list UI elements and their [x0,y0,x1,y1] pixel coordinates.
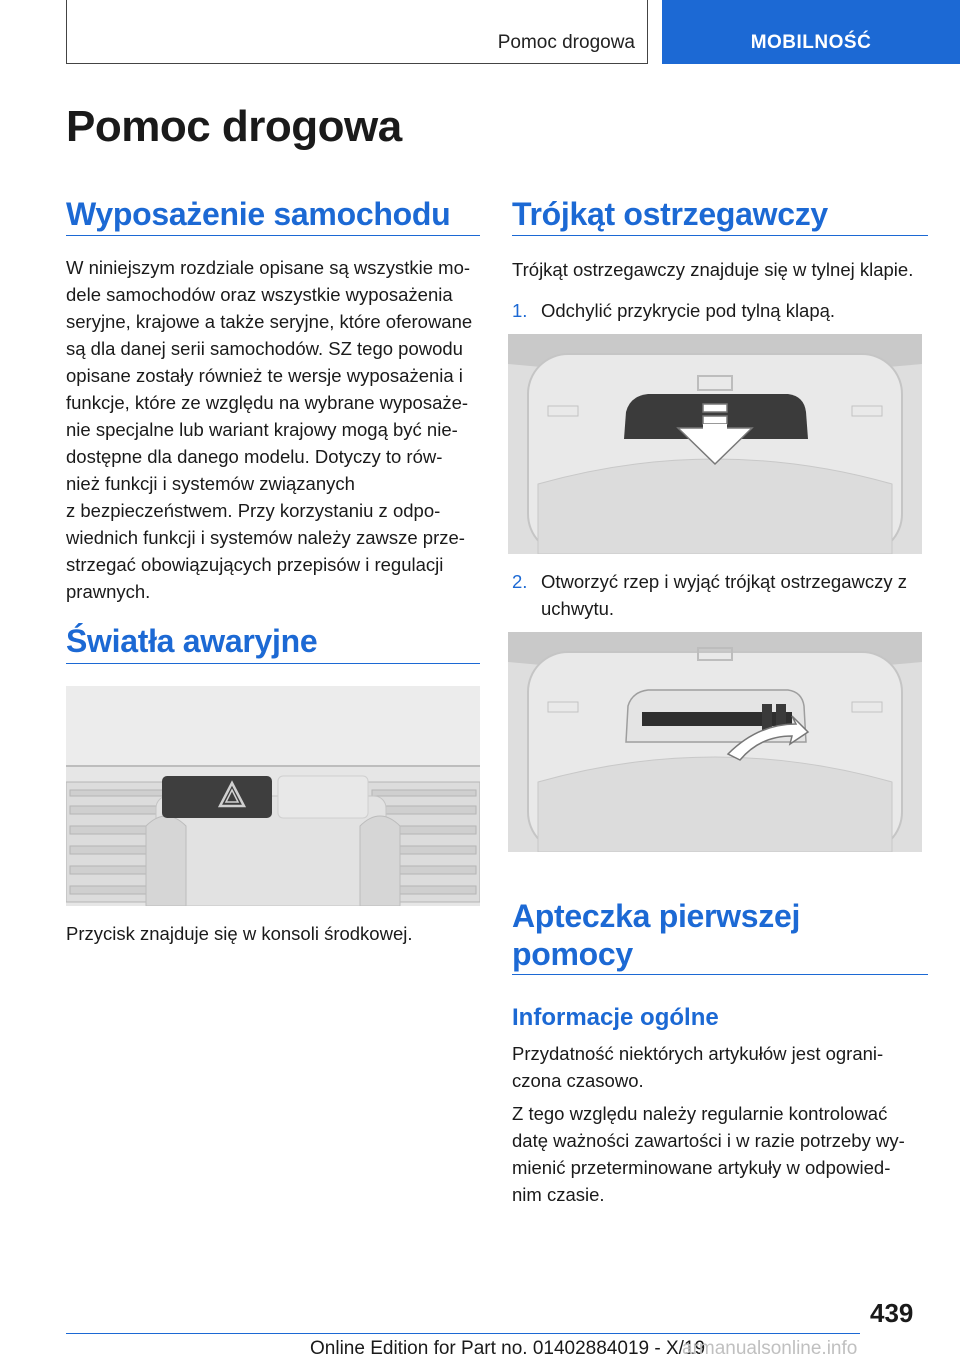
equipment-line: dele samochodów oraz wszystkie wyposażenia [66,284,453,305]
header-chapter-title: MOBILNOŚĆ [750,32,872,53]
footer-watermark: armanualsonline.info [682,1338,858,1359]
footer-rule [66,1333,860,1334]
step-1-number: 1. [512,300,528,321]
tailgate-cover-image [508,334,922,554]
triangle-intro: Trójkąt ostrzegawczy znajduje się w tylnej klapie. [512,259,914,280]
first-aid-paragraph-1 [512,1040,928,1094]
console-illustration [66,686,480,906]
equipment-line: z bezpieczeństwem. Przy korzystaniu z odpo- [66,500,441,521]
equipment-line: strzegać obowiązujących przepisów i regulacji [66,554,444,575]
triangle-holder-image [508,632,922,852]
equipment-paragraph [66,254,482,605]
first-aid-line: Przydatność niektórych artykułów jest ograni- [512,1043,884,1064]
header-chapter-tab [662,0,960,64]
heading-first-aid-rule [512,974,928,975]
equipment-line: nież funkcji i systemów związanych [66,473,355,494]
step-1-text: Odchylić przykrycie pod tylną klapą. [541,300,836,321]
step-2 [512,568,527,595]
tailgate-cover-illustration [508,334,922,554]
hazard-caption: Przycisk znajduje się w konsoli środkowej. [66,923,413,944]
header-section-tab [66,0,648,64]
page-title: Pomoc drogowa [66,102,402,151]
hazard-console-image [66,686,480,906]
heading-equipment-rule [66,235,480,236]
equipment-line: są dla danej serii samochodów. SZ tego powodu [66,338,463,359]
first-aid-line: nim czasie. [512,1184,605,1205]
first-aid-heading-line: pomocy [512,936,633,972]
heading-first-aid-kit [512,897,800,973]
equipment-line: nie specjalne lub wariant krajowy mogą być nie- [66,419,458,440]
header-section-title: Pomoc drogowa [497,32,635,53]
equipment-line: prawnych. [66,581,151,602]
first-aid-line: datę ważności zawartości i w razie potrzeby wy- [512,1130,905,1151]
equipment-line: opisane zostały również te wersje wyposażenia i [66,365,463,386]
first-aid-heading-line: Apteczka pierwszej [512,898,801,934]
triangle-holder-illustration [508,632,922,852]
heading-equipment: Wyposażenie samochodu [66,196,451,232]
heading-hazard-rule [66,663,480,664]
step-2-text [541,568,907,622]
subheading-general-info: Informacje ogólne [512,1004,719,1031]
equipment-line: wiednich funkcji i systemów należy zawsze prze- [66,527,465,548]
first-aid-line: Z tego względu należy regularnie kontrolować [512,1103,888,1124]
heading-triangle-rule [512,235,928,236]
first-aid-paragraph-2 [512,1100,928,1208]
step-2-number: 2. [512,571,528,592]
equipment-line: funkcje, które ze względu na wybrane wyposaże- [66,392,469,413]
first-aid-line: mienić przeterminowane artykuły w odpowied- [512,1157,891,1178]
heading-hazard-lights: Światła awaryjne [66,623,318,659]
equipment-line: W niniejszym rozdziale opisane są wszystkie mo- [66,257,471,278]
footer-edition: Online Edition for Part no. 01402884019 - X/19 [310,1338,706,1359]
page-number: 439 [870,1298,914,1328]
step-2-line: uchwytu. [541,598,615,619]
equipment-line: dostępne dla danego modelu. Dotyczy to rów- [66,446,443,467]
step-2-line: Otworzyć rzep i wyjąć trójkąt ostrzegawczy z [541,571,907,592]
first-aid-line: czona czasowo. [512,1070,644,1091]
step-1 [512,297,527,324]
equipment-line: seryjne, krajowe a także seryjne, które oferowane [66,311,473,332]
heading-warning-triangle: Trójkąt ostrzegawczy [512,196,828,232]
